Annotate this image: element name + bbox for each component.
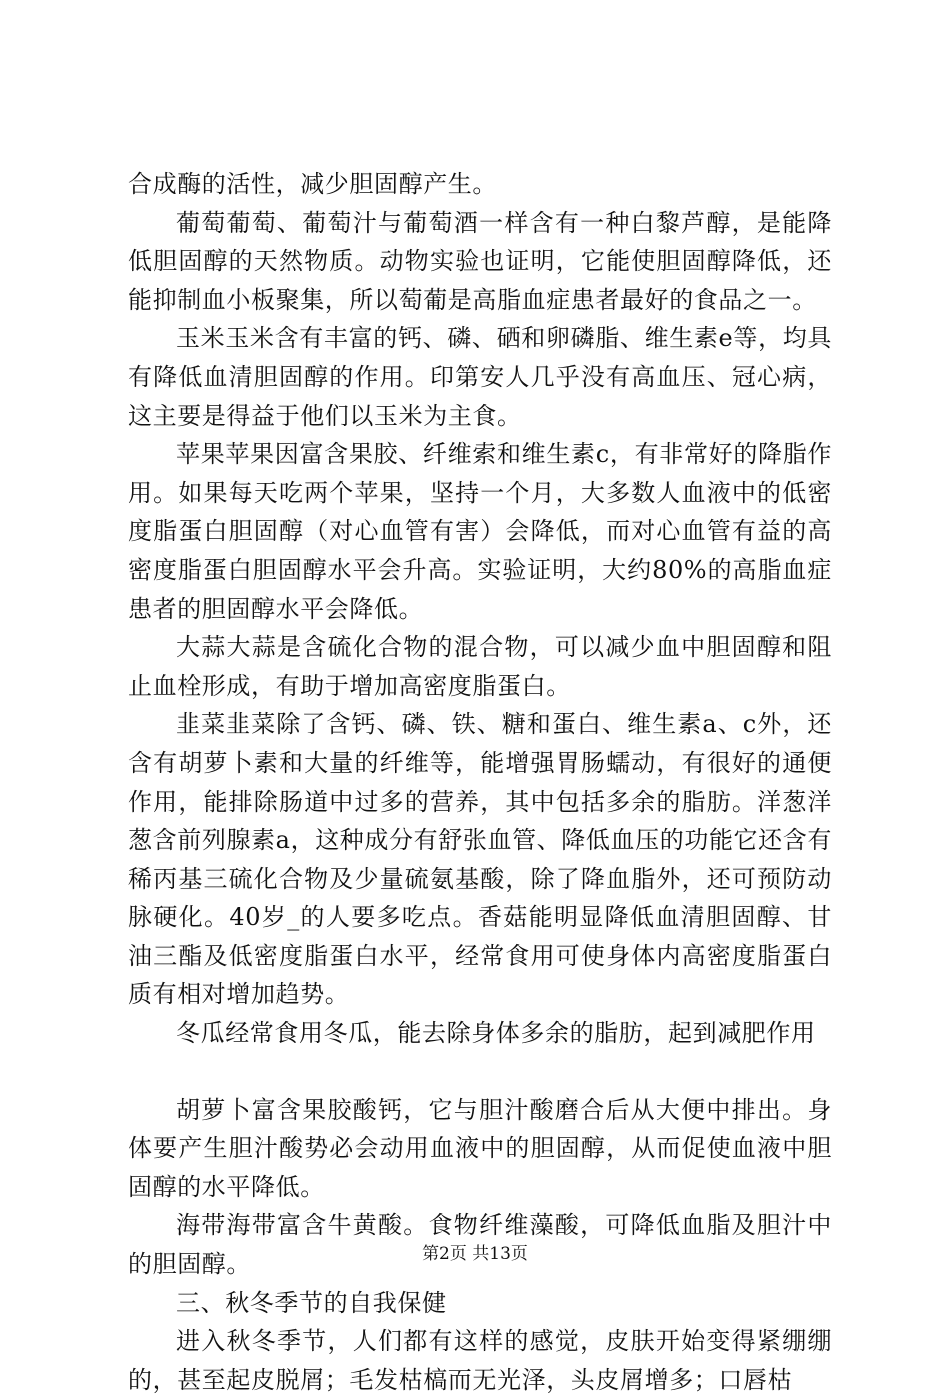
document-body xyxy=(128,165,832,1399)
paragraph-kelp: 海带海带富含牛黄酸。食物纤维藻酸，可降低血脂及胆汁中的胆固醇。 xyxy=(128,1211,832,1279)
paragraph-continuation: 合成酶的活性，减少胆固醇产生。 xyxy=(128,170,497,198)
paragraph-winter-melon: 冬瓜经常食用冬瓜，能去除身体多余的脂肪，起到减肥作用 xyxy=(176,1019,816,1048)
paragraph-autumn-winter: 进入秋冬季节，人们都有这样的感觉，皮肤开始变得紧绷绷的，甚至起皮脱屑；毛发枯槁而无光泽，头皮屑增多；口唇枯 xyxy=(128,1327,832,1394)
paragraph-corn: 玉米玉米含有丰富的钙、磷、硒和卵磷脂、维生素e等，均具有降低血清胆固醇的作用。印第安人几乎没有高血压、冠心病，这主要是得益于他们以玉米为主食。 xyxy=(128,324,832,430)
paragraph-apple: 苹果苹果因富含果胶、纤维索和维生素c，有非常好的降脂作用。如果每天吃两个苹果，坚持一个月，大多数人血液中的低密度脂蛋白胆固醇（对心血管有害）会降低，而对心血管有益的高密度脂蛋白胆固醇水平会升高。实验证明，大约80%的高脂血症患者的胆固醇水平会降低。 xyxy=(128,440,832,623)
paragraph-garlic: 大蒜大蒜是含硫化合物的混合物，可以减少血中胆固醇和阻止血栓形成，有助于增加高密度脂蛋白。 xyxy=(128,633,832,700)
paragraph-leek-onion-mushroom: 韭菜韭菜除了含钙、磷、铁、糖和蛋白、维生素a、c外，还含有胡萝卜素和大量的纤维等，能增强胃肠蠕动，有很好的通便作用，能排除肠道中过多的营养，其中包括多余的脂肪。洋葱洋葱含前列腺素a，这种成分有舒张血管、降低血压的功能它还含有稀丙基三硫化合物及少量硫氨基酸，除了降血脂外，还可预防动脉硬化。40岁_的人要多吃点。香菇能明显降低血清胆固醇、甘油三酯及低密度脂蛋白水平，经常食用可使身体内高密度脂蛋白质有相对增加趋势。 xyxy=(128,710,832,1009)
section-heading: 三、秋冬季节的自我保健 xyxy=(176,1288,447,1317)
blank-line xyxy=(128,1053,832,1091)
paragraph-carrot: 胡萝卜富含果胶酸钙，它与胆汁酸磨合后从大便中排出。身体要产生胆汁酸势必会动用血液中的胆固醇，从而促使血液中胆固醇的水平降低。 xyxy=(128,1095,832,1201)
paragraph-grape: 葡萄葡萄、葡萄汁与葡萄酒一样含有一种白黎芦醇，是能降低胆固醇的天然物质。动物实验也证明，它能使胆固醇降低，还能抑制血小板聚集，所以萄葡是高脂血症患者最好的食品之一。 xyxy=(128,208,832,314)
page-number-footer: 第2页 共13页 xyxy=(422,1244,528,1264)
